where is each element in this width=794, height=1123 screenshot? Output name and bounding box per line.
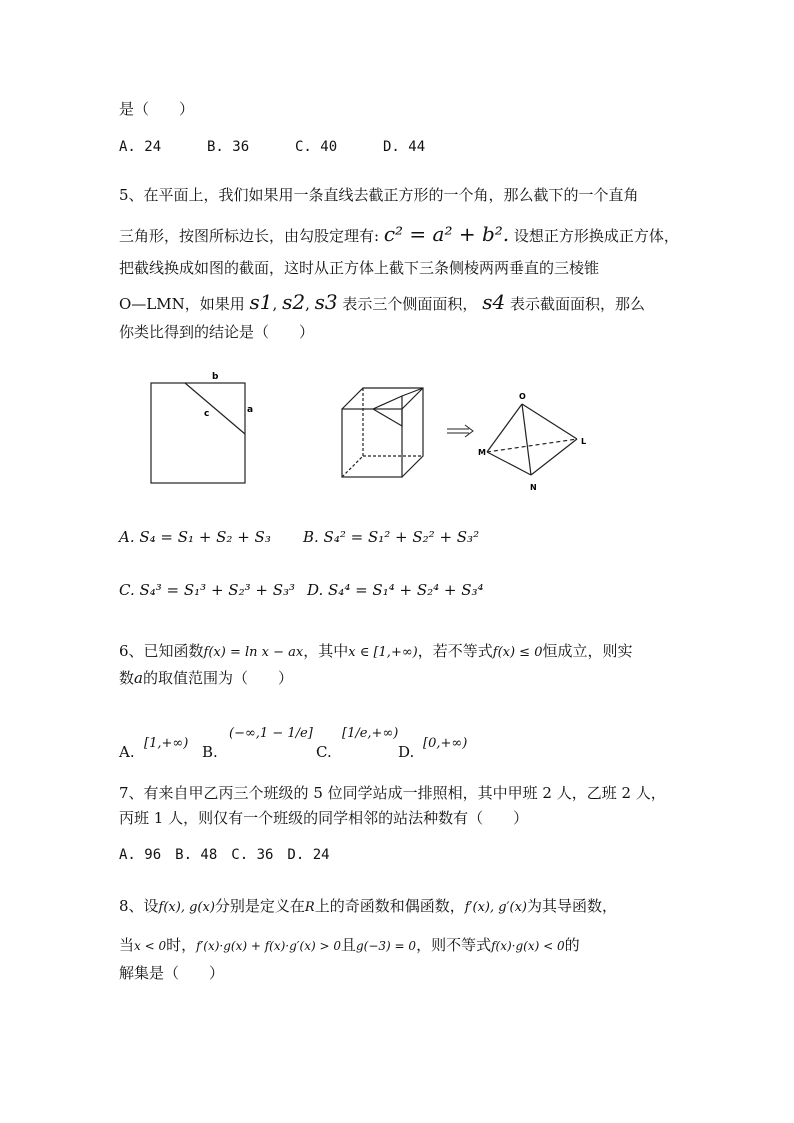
q6-option-a-label: A.: [119, 743, 135, 761]
q8-line1c: 上的奇函数和偶函数，: [314, 897, 465, 915]
q6-domain: x ∈ [1,+∞): [348, 645, 418, 660]
label-n: N: [530, 483, 537, 492]
q6-option-c-label: C.: [316, 743, 332, 761]
tetrahedron-shape: [487, 404, 577, 475]
q4-option-d: D. 44: [383, 139, 426, 155]
q6-line1c: ，若不等式: [417, 642, 493, 660]
q6-option-b-label: B.: [202, 743, 218, 761]
square-shape: [151, 383, 245, 483]
q5-figure: [125, 364, 625, 494]
q5-line3: 把截线换成如图的截面，这时从正方体上截下三条侧棱两两垂直的三棱锥: [119, 259, 600, 277]
q6-function: f(x) = ln x − ax: [203, 645, 304, 660]
pythagoras-formula: c² = a² + b².: [383, 222, 510, 246]
q8-line2b: 时，: [166, 936, 197, 954]
q5-option-a: A. S₄ = S₁ + S₂ + S₃: [119, 528, 271, 546]
label-a: a: [247, 405, 254, 415]
label-c: c: [204, 409, 210, 419]
q8-line2a: 当: [119, 936, 135, 954]
q6-line2a: 数: [119, 669, 135, 687]
label-l: L: [581, 437, 587, 446]
q6-line1a: 6、已知函数: [119, 642, 204, 660]
q8-inequality: f(x)·g(x) < 0: [491, 939, 565, 953]
cube-shape: [342, 388, 423, 477]
q5-line4c: 表示截面面积，那么: [509, 295, 645, 313]
q6-line1: [119, 641, 633, 663]
q5-line2: [119, 224, 679, 246]
q7-line2: 丙班 1 人，则仅有一个班级的同学相邻的站法种数有（ ）: [119, 809, 529, 827]
q6-inequality: f(x) ≤ 0: [492, 645, 543, 660]
s3-term: s3: [314, 290, 338, 314]
s1-term: s1: [249, 290, 273, 314]
q8-line2d: ，则不等式: [416, 936, 492, 954]
q8-fg: f(x), g(x): [158, 900, 215, 915]
s2-term: s2: [282, 290, 306, 314]
q6-option-b: (−∞,1 − 1/e]: [229, 726, 313, 741]
q6-line2: [119, 668, 293, 688]
q5-line2a: 三角形，按图所标边长，由勾股定理有:: [119, 227, 380, 245]
q6-option-a: [1,+∞): [144, 736, 189, 751]
q7-options: A. 96 B. 48 C. 36 D. 24: [119, 847, 330, 863]
q4-tail-text: 是（ ）: [119, 100, 195, 118]
q8-line1b: 分别是定义在: [214, 897, 305, 915]
q4-option-b: B. 36: [207, 139, 250, 155]
q6-option-d: [0,+∞): [423, 736, 468, 751]
q6-option-c: [1/e,+∞): [342, 726, 399, 741]
q6-line1b: ，其中: [303, 642, 349, 660]
q5-option-d: D. S₄⁴ = S₁⁴ + S₂⁴ + S₃⁴: [307, 581, 484, 599]
q7-line1: 7、有来自甲乙丙三个班级的 5 位同学站成一排照相，其中甲班 2 人，乙班 2 人，: [119, 784, 666, 802]
q6-line2b: 的取值范围为（ ）: [142, 669, 293, 687]
q4-option-a: A. 24: [119, 139, 162, 155]
q4-options: [119, 137, 425, 157]
q5-line4a: O—LMN，如果用: [119, 295, 245, 313]
q5-option-c: C. S₄³ = S₁³ + S₂³ + S₃³: [119, 581, 296, 599]
cut-line: [185, 383, 245, 434]
q8-line2e: 的: [564, 936, 580, 954]
q8-set-r: R: [304, 900, 315, 915]
q8-line1a: 8、设: [119, 897, 159, 915]
q6-line1d: 恒成立，则实: [542, 642, 633, 660]
q5-line2b: 设想正方形换成正方体，: [513, 227, 679, 245]
q5-line4b: 表示三个侧面面积，: [342, 295, 478, 313]
label-b: b: [212, 372, 219, 382]
label-o: O: [519, 392, 526, 401]
q5-line5: 你类比得到的结论是（ ）: [119, 323, 315, 341]
q6-var-a: a: [134, 669, 143, 687]
q5-line4: O—LMN，如果用 s1, s2, s3 表示三个侧面面积， s4 表示截面面积，那么: [119, 290, 645, 314]
q4-option-c: C. 40: [295, 139, 338, 155]
q6-option-d-label: D.: [398, 743, 415, 761]
q8-line1d: 为其导函数，: [527, 897, 618, 915]
s4-term: s4: [482, 290, 506, 314]
q8-line2c: 且: [340, 936, 356, 954]
q8-condition: x < 0: [134, 939, 167, 953]
q8-expression: f′(x)·g(x) + f(x)·g′(x) > 0: [196, 939, 341, 953]
q8-derivatives: f′(x), g′(x): [464, 900, 527, 915]
label-m: M: [478, 448, 486, 457]
q5-line1: 5、在平面上，我们如果用一条直线去截正方形的一个角，那么截下的一个直角: [119, 186, 639, 204]
arrow-icon: [447, 425, 473, 437]
q8-line3: 解集是（ ）: [119, 964, 225, 982]
q8-g3: g(−3) = 0: [356, 939, 417, 953]
q5-option-b: B. S₄² = S₁² + S₂² + S₃²: [303, 528, 480, 546]
q8-line2: [119, 935, 580, 956]
q8-line1: [119, 896, 617, 918]
